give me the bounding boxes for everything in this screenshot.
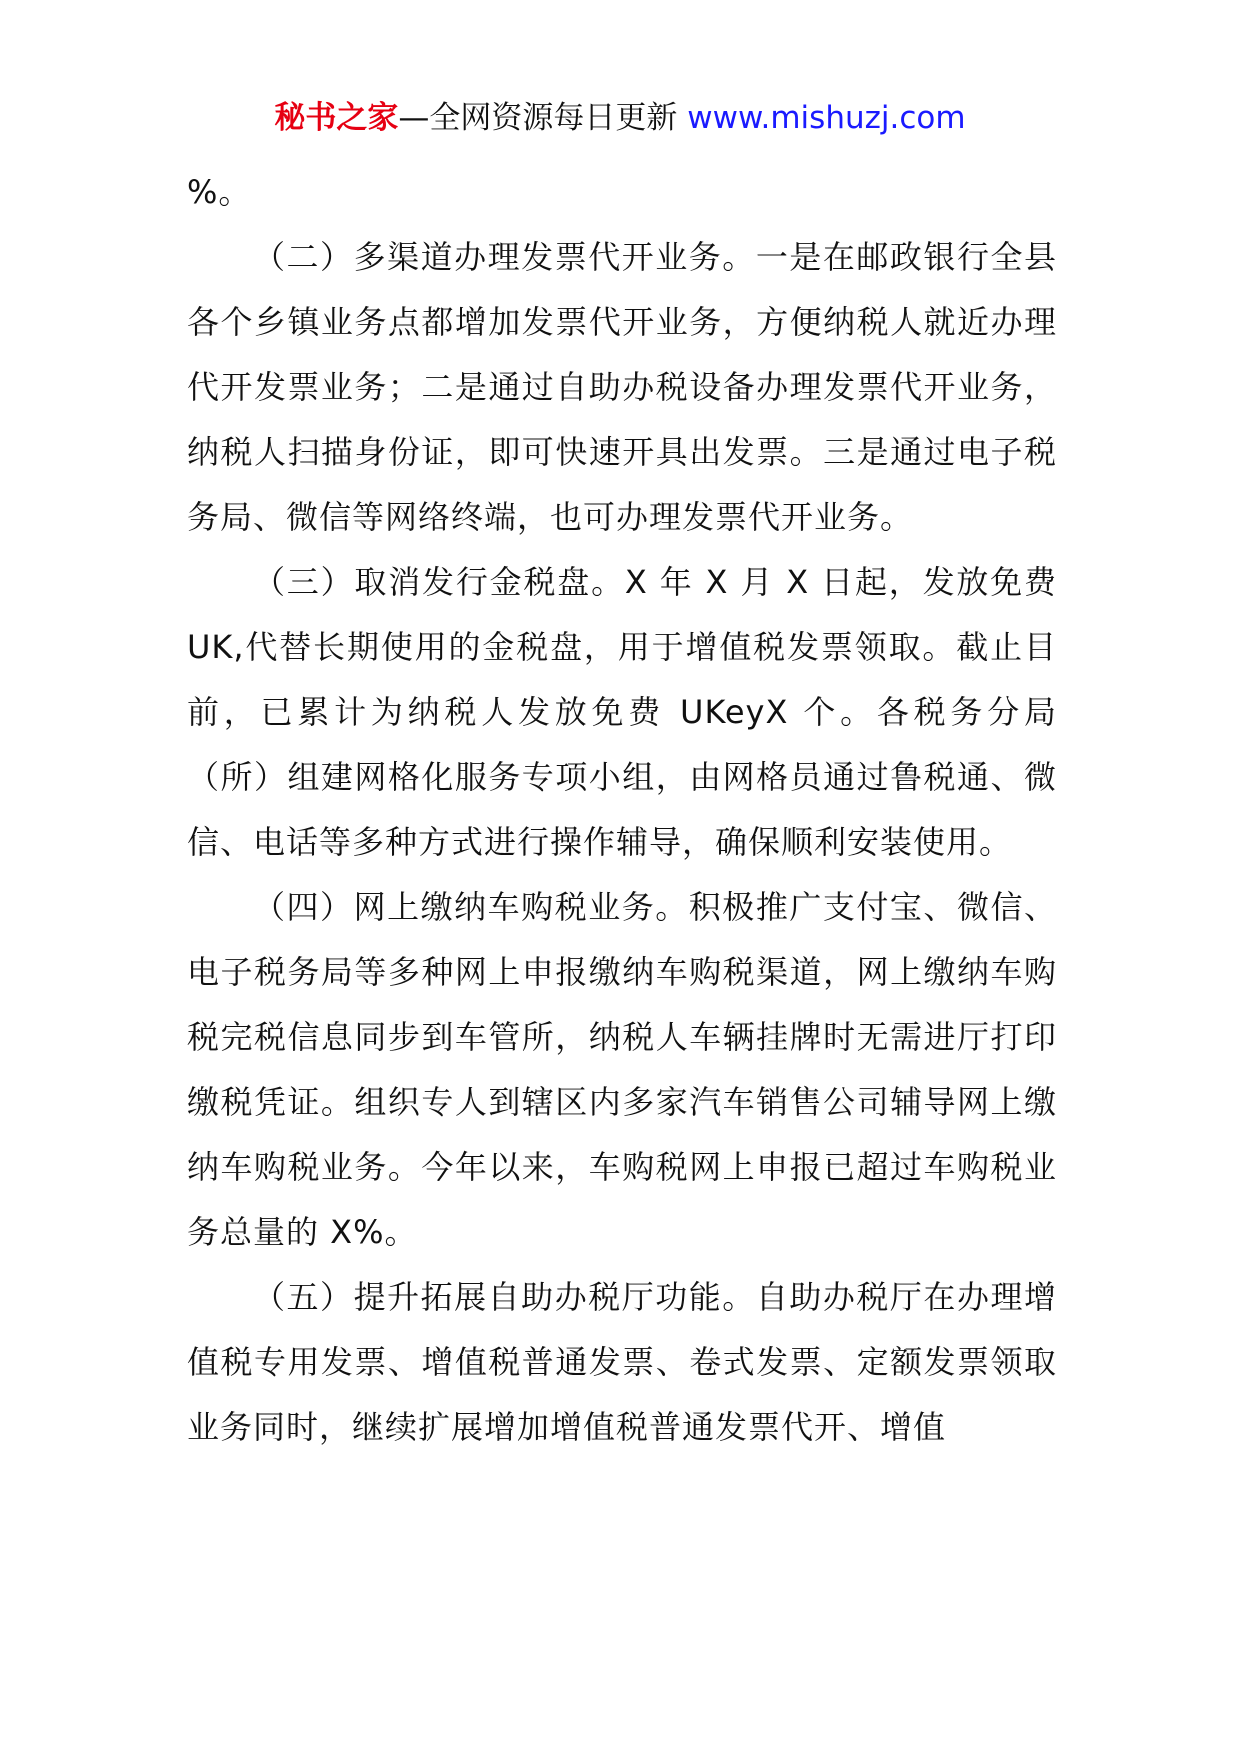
- paragraph-invoice-agency: （二）多渠道办理发票代开业务。一是在邮政银行全县各个乡镇业务点都增加发票代开业务，方便纳税人就近办理代开发票业务；二是通过自助办税设备办理发票代开业务，纳税人扫描身份证，即可快速开具出发票。三是通过电子税务局、微信等网络终端，也可办理发票代开业务。: [187, 238, 1057, 536]
- site-header: [0, 98, 1240, 138]
- paragraph-tax-disk: （三）取消发行金税盘。X 年 X 月 X 日起，发放免费UK,代替长期使用的金税盘，用于增值税发票领取。截止目前，已累计为纳税人发放免费 UKeyX 个。各税务分局（所）组建网格化服务专项小组，由网格员通过鲁税通、微信、电话等多种方式进行操作辅导，确保顺利安装使用。: [187, 563, 1057, 861]
- site-brand: 秘书之家: [274, 100, 399, 136]
- paragraph-vehicle-tax: （四）网上缴纳车购税业务。积极推广支付宝、微信、电子税务局等多种网上申报缴纳车购税渠道，网上缴纳车购税完税信息同步到车管所，纳税人车辆挂牌时无需进厅打印缴税凭证。组织专人到辖区内多家汽车销售公司辅导网上缴纳车购税业务。今年以来，车购税网上申报已超过车购税业务总量的 X%。: [187, 888, 1057, 1251]
- site-url-link[interactable]: www.mishuzj.com: [687, 100, 966, 136]
- document-body: [187, 160, 1057, 1460]
- paragraph-continuation: %。: [187, 173, 252, 211]
- paragraph-self-service-hall: （五）提升拓展自助办税厅功能。自助办税厅在办理增值税专用发票、增值税普通发票、卷式发票、定额发票领取业务同时，继续扩展增加增值税普通发票代开、增值: [187, 1278, 1057, 1446]
- site-tagline: —全网资源每日更新: [398, 100, 688, 136]
